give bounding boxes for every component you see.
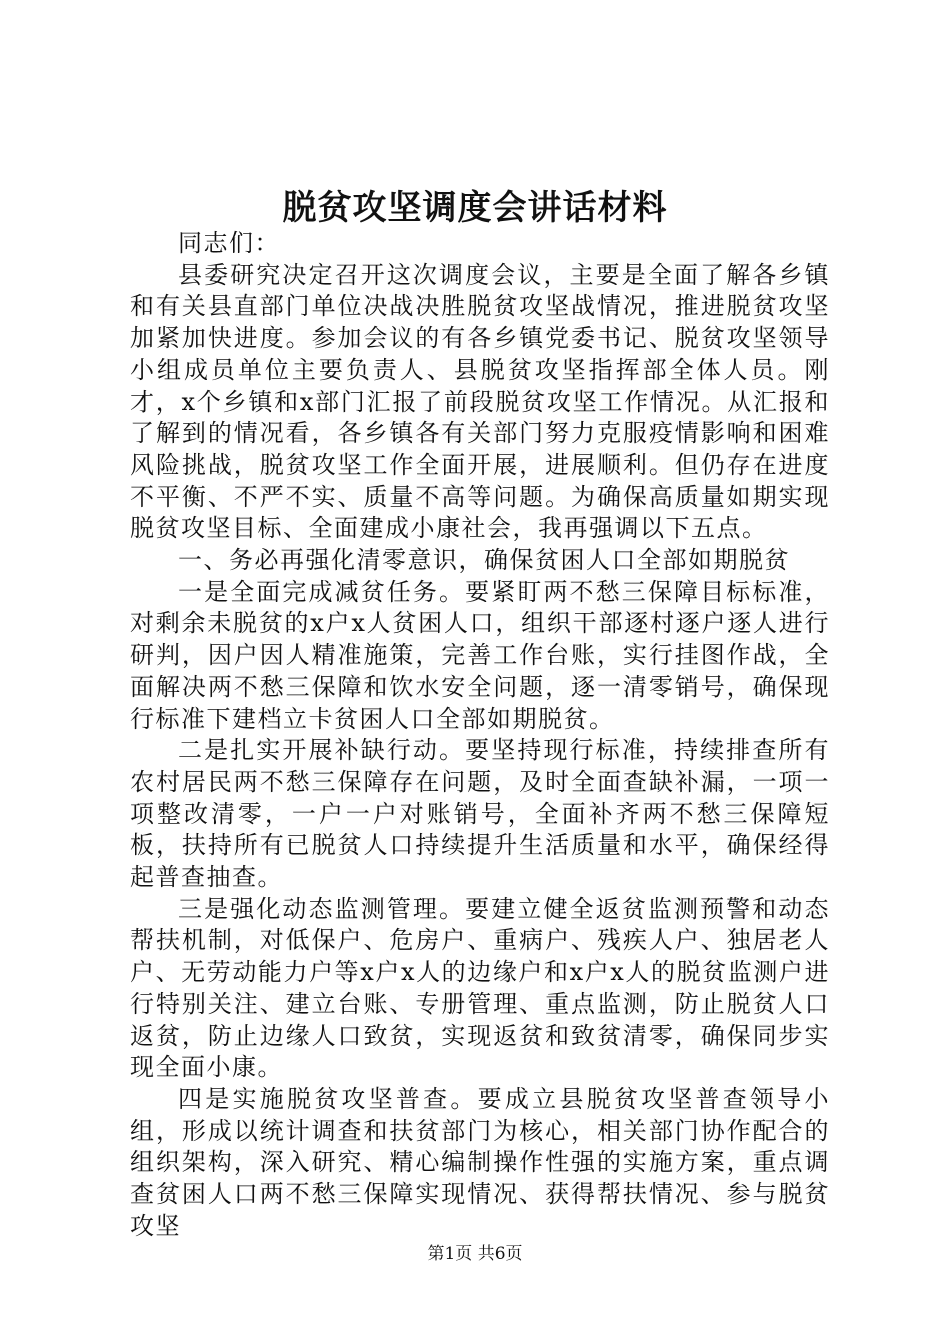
body-paragraph: 四是实施脱贫攻坚普查。要成立县脱贫攻坚普查领导小组，形成以统计调查和扶贫部门为核心，相关部门协作配合的组织架构，深入研究、精心编制操作性强的实施方案，重点调查贫困人口两不愁三保障实现情况、获得帮扶情况、参与脱贫攻坚 xyxy=(130,1084,830,1240)
body-paragraph: 三是强化动态监测管理。要建立健全返贫监测预警和动态帮扶机制，对低保户、危房户、重病户、残疾人户、独居老人户、无劳动能力户等x户x人的边缘户和x户x人的脱贫监测户进行特别关注、建立台账、专册管理、重点监测，防止脱贫人口返贫，防止边缘人口致贫，实现返贫和致贫清零，确保同步实现全面小康。 xyxy=(130,894,830,1082)
intro-paragraph: 县委研究决定召开这次调度会议，主要是全面了解各乡镇和有关县直部门单位决战决胜脱贫攻坚战情况，推进脱贫攻坚加紧加快进度。参加会议的有各乡镇党委书记、脱贫攻坚领导小组成员单位主要负责人、县脱贫攻坚指挥部全体人员。刚才，x个乡镇和x部门汇报了前段脱贫攻坚工作情况。从汇报和了解到的情况看，各乡镇各有关部门努力克服疫情影响和困难风险挑战，脱贫攻坚工作全面开展，进展顺利。但仍存在进度不平衡、不严不实、质量不高等问题。为确保高质量如期实现脱贫攻坚目标、全面建成小康社会，我再强调以下五点。 xyxy=(130,260,830,543)
section-heading: 一、务必再强化清零意识，确保贫困人口全部如期脱贫 xyxy=(178,546,790,575)
body-paragraph: 一是全面完成减贫任务。要紧盯两不愁三保障目标标准，对剩余未脱贫的x户x人贫困人口，组织干部逐村逐户逐人进行研判，因户因人精准施策，完善工作台账，实行挂图作战，全面解决两不愁三保障和饮水安全问题，逐一清零销号，确保现行标准下建档立卡贫困人口全部如期脱贫。 xyxy=(130,577,830,733)
page-footer: 第1页 共6页 xyxy=(427,1244,523,1264)
document-title: 脱贫攻坚调度会讲话材料 xyxy=(282,188,668,228)
body-paragraph: 二是扎实开展补缺行动。要坚持现行标准，持续排查所有农村居民两不愁三保障存在问题，及时全面查缺补漏，一项一项整改清零，一户一户对账销号，全面补齐两不愁三保障短板，扶持所有已脱贫人口持续提升生活质量和水平，确保经得起普查抽查。 xyxy=(130,736,830,892)
document-body xyxy=(130,228,830,1243)
salutation-paragraph: 同志们： xyxy=(178,229,280,257)
